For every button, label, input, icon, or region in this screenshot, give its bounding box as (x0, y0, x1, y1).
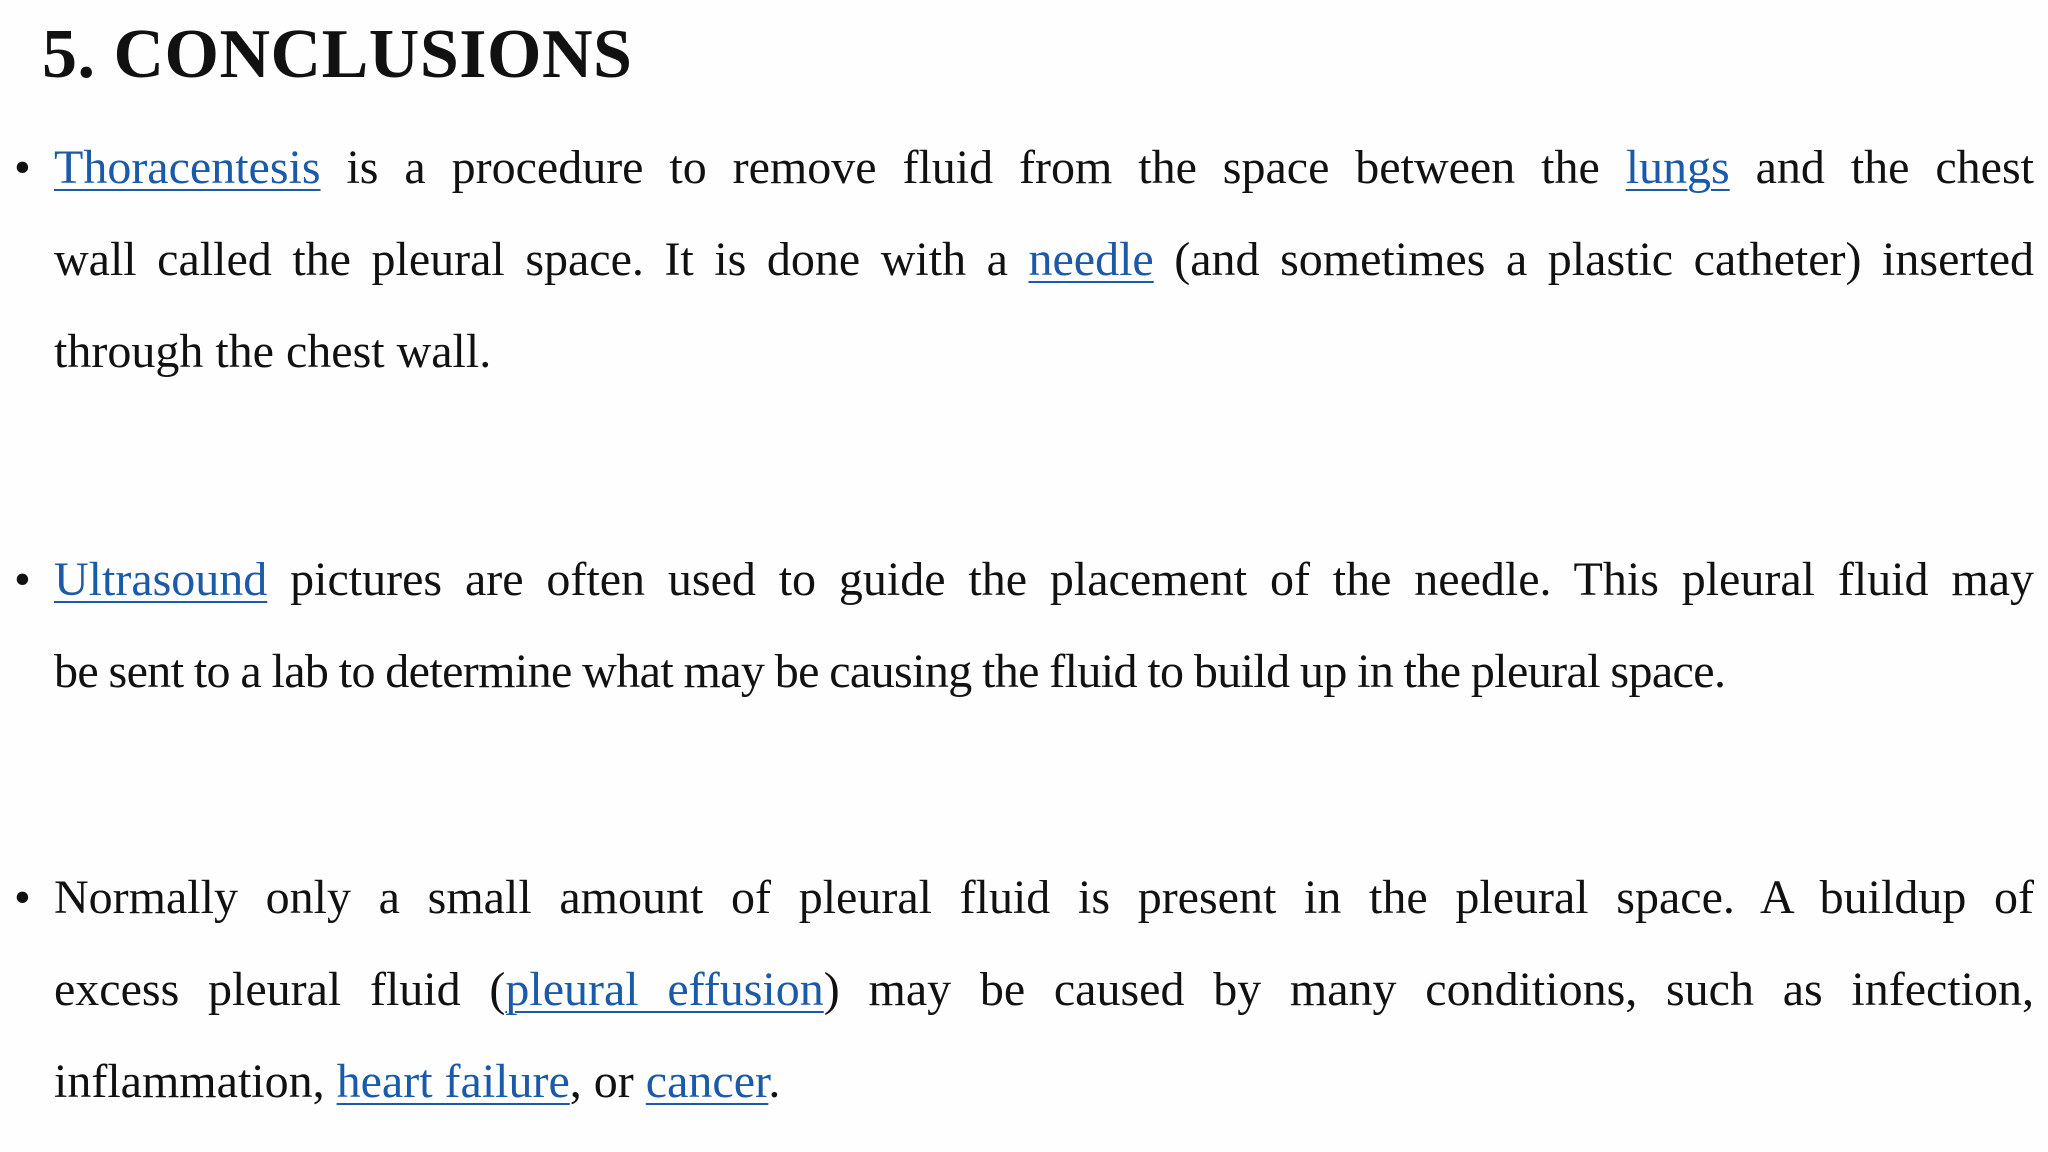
text-run: ) may be caused by many conditions, such as infection, (823, 963, 2035, 1016)
text-run: Normally only a small amount of pleural fluid is present in the pleural space. A buildup of (54, 871, 2034, 924)
link-pleural-effusion[interactable]: pleural effusion (505, 963, 824, 1016)
page-title: 5. CONCLUSIONS (42, 16, 633, 93)
text-run: (and sometimes a plastic catheter) inserted (1153, 233, 2034, 286)
bullet-paragraph (54, 852, 2034, 1128)
text-run: and the chest (1729, 141, 2034, 194)
text-run: through the chest wall. (54, 325, 492, 378)
link-thoracentesis[interactable]: Thoracentesis (54, 141, 321, 194)
text-run: inflammation, (54, 1055, 337, 1108)
text-run: excess pleural fluid ( (54, 963, 506, 1016)
text-run: , or (569, 1055, 646, 1108)
text-line (54, 122, 2034, 214)
bullet-item-thoracentesis (14, 122, 2034, 398)
text-line (54, 944, 2034, 1036)
text-line (54, 534, 2034, 626)
link-lungs[interactable]: lungs (1625, 141, 1730, 194)
bullet-item-pleural-fluid (14, 852, 2035, 1128)
bullet-icon: • (14, 871, 31, 924)
text-run: . (768, 1055, 781, 1108)
bullet-icon: • (14, 553, 31, 606)
text-line (54, 1036, 2034, 1128)
text-run: be sent to a lab to determine what may be causing the fluid to build up in the pleural space. (54, 645, 1726, 698)
bullet-paragraph (54, 534, 2034, 718)
text-line (54, 306, 2034, 398)
link-ultrasound[interactable]: Ultrasound (54, 553, 268, 606)
link-heart-failure[interactable]: heart failure (336, 1055, 570, 1108)
text-run: wall called the pleural space. It is done with a (54, 233, 1029, 286)
text-line (54, 214, 2034, 306)
bullet-item-ultrasound (14, 534, 2034, 718)
bullet-icon: • (14, 141, 31, 194)
bullet-paragraph (54, 122, 2034, 398)
text-run: pictures are often used to guide the placement of the needle. This pleural fluid may (267, 553, 2034, 606)
text-line (54, 626, 2034, 718)
text-run: is a procedure to remove fluid from the space between the (320, 141, 1626, 194)
link-needle[interactable]: needle (1028, 233, 1154, 286)
text-line (54, 852, 2034, 944)
link-cancer[interactable]: cancer (645, 1055, 769, 1108)
